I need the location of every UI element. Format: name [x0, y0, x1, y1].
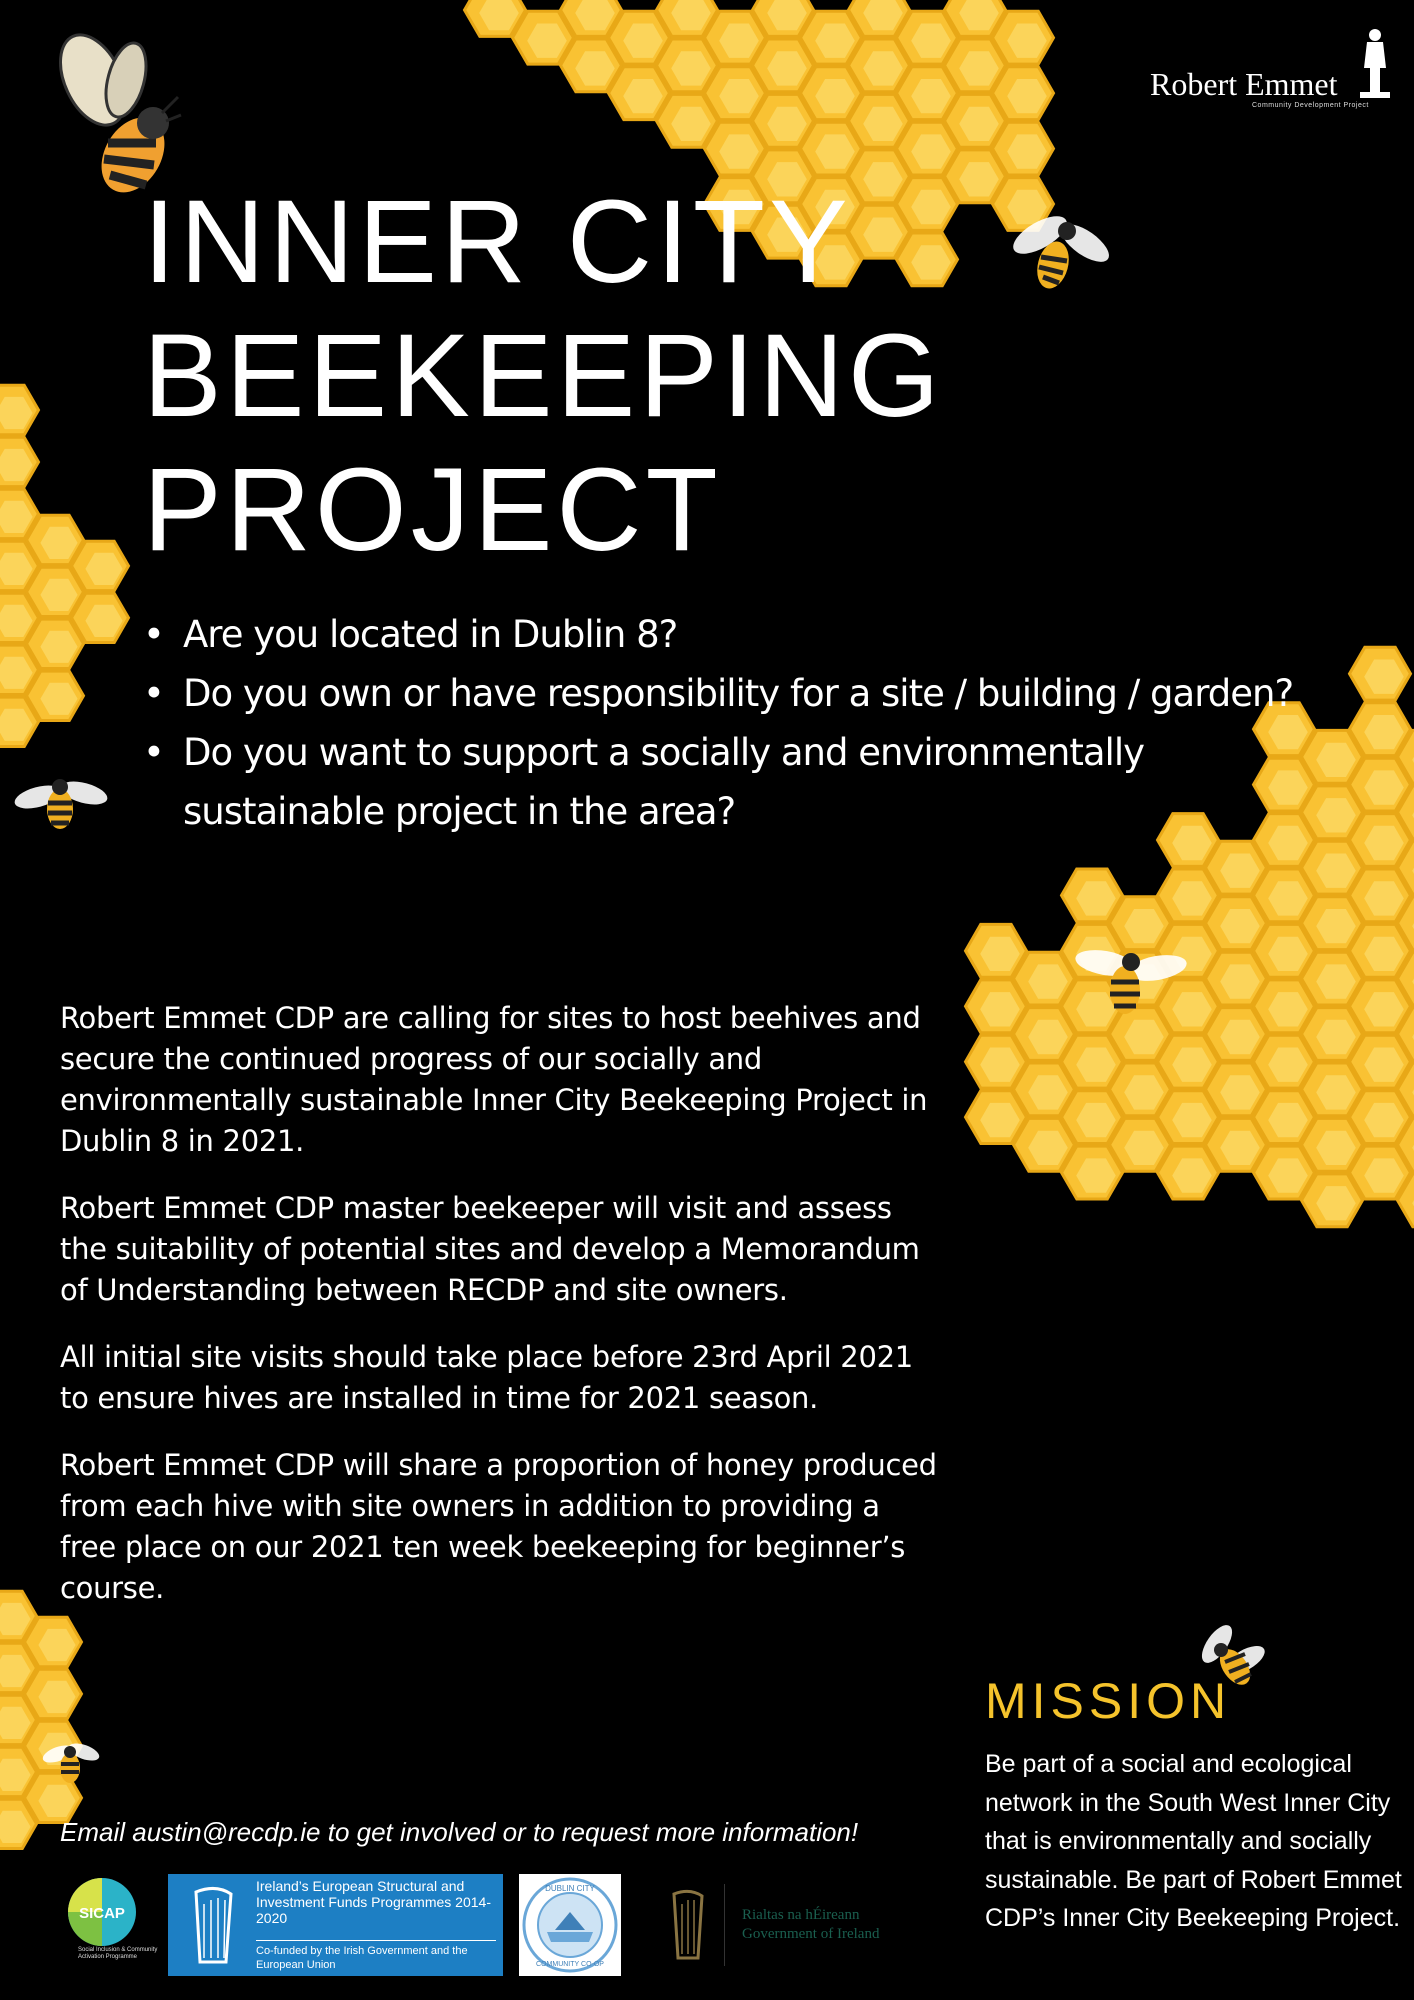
bee-icon	[14, 765, 109, 835]
body-text	[60, 998, 940, 1635]
body-paragraph: Robert Emmet CDP are calling for sites to host beehives and secure the continued progress of our socially and environmentally sustainable Inner City Beekeeping Project in Dublin 8 in 2021.	[60, 1001, 928, 1158]
body-paragraph: Robert Emmet CDP will share a proportion of honey produced from each hive with site owners in addition to providing a free place on our 2021 ten week beekeeping for beginner’s course.	[60, 1448, 937, 1605]
harp-icon	[186, 1884, 241, 1966]
sicap-logo-icon	[58, 1876, 140, 1948]
statue-icon	[1358, 28, 1392, 98]
question-item: • Are you located in Dublin 8?	[143, 605, 1343, 664]
title-line: INNER CITY	[143, 176, 852, 308]
sicap-label: Social Inclusion & Community Activation Programme	[78, 1947, 158, 1960]
gov-divider	[724, 1884, 725, 1966]
funding-title: Ireland’s European Structural and Investment Funds Programmes 2014-2020	[256, 1878, 491, 1926]
funding-cofunded: Co-funded by the Irish Government and the European Union	[256, 1945, 468, 1971]
title-line: BEEKEEPING	[143, 310, 944, 442]
question-item: • Do you own or have responsibility for a site / building / garden?	[143, 664, 1343, 723]
bee-icon	[1005, 205, 1115, 295]
sicap-name: SICAP	[79, 1905, 125, 1922]
dublin-coop-bottom: COMMUNITY CO-OP	[536, 1961, 604, 1968]
logo-name: Robert Emmet	[1150, 66, 1338, 102]
bee-icon	[1075, 938, 1190, 1018]
title-line: PROJECT	[143, 444, 722, 576]
page-title	[143, 175, 944, 577]
dublin-city-coop-logo-icon	[519, 1874, 621, 1976]
gov-english-name: Government of Ireland	[742, 1926, 880, 1942]
honeycomb-group	[0, 385, 129, 746]
body-paragraph: All initial site visits should take place before 23rd April 2021 to ensure hives are installed in time for 2021 season.	[60, 1340, 913, 1415]
mission-text: Be part of a social and ecological network in the South West Inner City that is environmentally and socially sustainable. Be part of Robert Emmet CDP’s Inner City Beekeeping Project.	[985, 1750, 1402, 1932]
government-of-ireland-logo	[742, 1906, 879, 1944]
body-paragraph: Robert Emmet CDP master beekeeper will visit and assess the suitability of potential sites and develop a Memorandum of Understanding between RECDP and site owners.	[60, 1191, 920, 1307]
mission-heading: MISSION	[985, 1673, 1232, 1729]
gov-irish-name: Rialtas na hÉireann	[742, 1907, 860, 1923]
honeycomb-right-icon	[964, 790, 1414, 1310]
funding-logo	[168, 1874, 503, 1976]
dublin-coop-top: DUBLIN CITY	[545, 1884, 595, 1893]
logo-subtitle: Community Development Project	[1252, 102, 1369, 109]
question-item: • Do you want to support a socially and environmentally sustainable project in the area?	[143, 723, 1193, 841]
bee-icon	[40, 1738, 100, 1788]
question-list	[143, 605, 1343, 841]
harp-icon	[668, 1888, 708, 1962]
email-call-to-action[interactable]: Email austin@recdp.ie to get involved or to request more information!	[60, 1817, 859, 1847]
